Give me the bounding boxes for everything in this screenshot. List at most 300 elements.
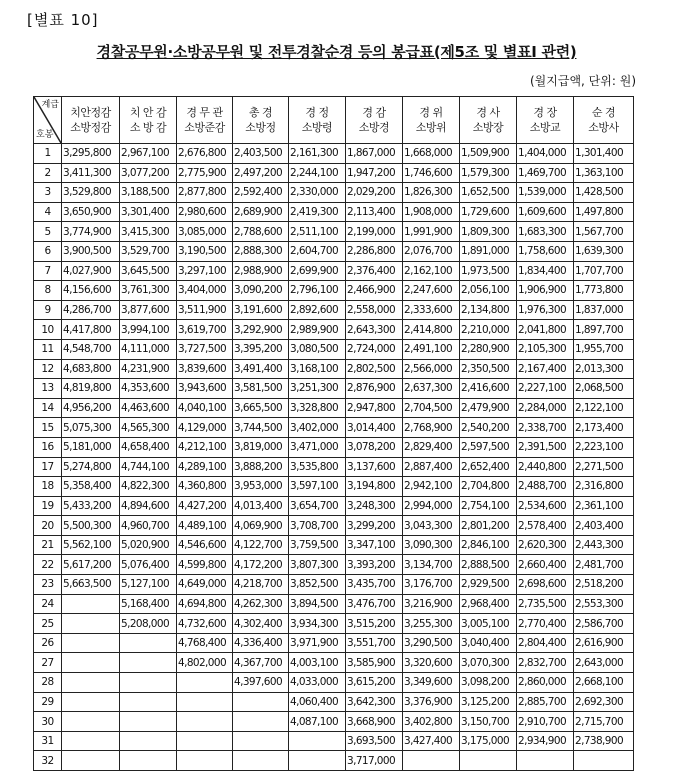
salary-cell: 4,548,700 (62, 339, 120, 359)
salary-cell (289, 751, 346, 771)
salary-cell (574, 751, 634, 771)
salary-cell: 3,191,600 (233, 300, 289, 320)
salary-cell: 1,973,500 (460, 261, 517, 281)
step-number: 8 (34, 281, 62, 301)
salary-cell: 4,894,600 (120, 496, 177, 516)
police-rank-label: 치안정감 (70, 106, 111, 119)
salary-cell: 3,585,900 (346, 653, 403, 673)
salary-cell: 3,137,600 (346, 457, 403, 477)
salary-cell: 2,829,400 (403, 437, 460, 457)
step-number: 30 (34, 712, 62, 732)
police-rank-label: 총 경 (248, 106, 273, 119)
rank-header (346, 97, 403, 144)
table-row (34, 241, 634, 261)
salary-cell: 2,223,100 (574, 437, 634, 457)
salary-cell: 3,190,500 (177, 241, 233, 261)
salary-cell: 3,404,000 (177, 281, 233, 301)
police-rank-label: 경 장 (533, 106, 557, 119)
table-row (34, 535, 634, 555)
salary-cell: 3,971,900 (289, 633, 346, 653)
salary-cell: 3,176,700 (403, 575, 460, 595)
step-number: 9 (34, 300, 62, 320)
salary-cell: 4,302,400 (233, 614, 289, 634)
salary-cell: 2,796,100 (289, 281, 346, 301)
step-number: 10 (34, 320, 62, 340)
salary-cell: 4,040,100 (177, 398, 233, 418)
salary-cell: 2,105,300 (517, 339, 574, 359)
salary-cell: 2,988,900 (233, 261, 289, 281)
salary-cell: 3,014,400 (346, 418, 403, 438)
salary-cell (62, 653, 120, 673)
table-row (34, 163, 634, 183)
salary-cell (120, 731, 177, 751)
salary-cell: 5,358,400 (62, 477, 120, 497)
salary-cell: 2,013,300 (574, 359, 634, 379)
salary-cell: 5,617,200 (62, 555, 120, 575)
salary-cell: 4,060,400 (289, 692, 346, 712)
salary-cell: 2,350,500 (460, 359, 517, 379)
salary-cell: 2,597,500 (460, 437, 517, 457)
salary-cell: 4,003,100 (289, 653, 346, 673)
salary-cell: 3,290,500 (403, 633, 460, 653)
salary-cell (233, 751, 289, 771)
salary-cell: 4,956,200 (62, 398, 120, 418)
rank-header (574, 97, 634, 144)
salary-cell (233, 731, 289, 751)
salary-cell: 3,297,100 (177, 261, 233, 281)
salary-cell: 2,244,100 (289, 163, 346, 183)
salary-cell: 1,428,500 (574, 183, 634, 203)
table-row (34, 457, 634, 477)
step-number: 14 (34, 398, 62, 418)
salary-cell: 5,075,300 (62, 418, 120, 438)
salary-cell: 4,262,300 (233, 594, 289, 614)
salary-cell: 2,173,400 (574, 418, 634, 438)
salary-cell: 2,029,200 (346, 183, 403, 203)
corner-rank-label: 계급 (41, 100, 59, 110)
salary-cell: 3,759,500 (289, 535, 346, 555)
salary-cell: 3,043,300 (403, 516, 460, 536)
salary-cell: 3,551,700 (346, 633, 403, 653)
salary-cell: 2,637,300 (403, 379, 460, 399)
salary-cell: 3,090,300 (403, 535, 460, 555)
salary-cell: 3,877,600 (120, 300, 177, 320)
salary-cell: 4,649,000 (177, 575, 233, 595)
salary-cell: 2,330,000 (289, 183, 346, 203)
fire-rank-label: 소방교 (529, 121, 561, 134)
salary-cell: 5,020,900 (120, 535, 177, 555)
salary-cell: 2,227,100 (517, 379, 574, 399)
table-row (34, 614, 634, 634)
step-number: 15 (34, 418, 62, 438)
salary-cell: 2,885,700 (517, 692, 574, 712)
salary-cell: 2,876,900 (346, 379, 403, 399)
salary-cell: 3,597,100 (289, 477, 346, 497)
salary-cell: 2,968,400 (460, 594, 517, 614)
salary-cell: 4,802,000 (177, 653, 233, 673)
salary-cell: 1,729,600 (460, 202, 517, 222)
salary-cell (62, 673, 120, 693)
salary-cell: 1,947,200 (346, 163, 403, 183)
salary-cell: 4,658,400 (120, 437, 177, 457)
salary-cell: 4,212,100 (177, 437, 233, 457)
salary-cell: 4,129,000 (177, 418, 233, 438)
salary-cell: 1,652,500 (460, 183, 517, 203)
salary-cell: 1,301,400 (574, 144, 634, 164)
step-number: 17 (34, 457, 62, 477)
salary-cell: 3,078,200 (346, 437, 403, 457)
salary-cell: 2,534,600 (517, 496, 574, 516)
salary-cell: 2,887,400 (403, 457, 460, 477)
salary-cell: 2,167,400 (517, 359, 574, 379)
salary-cell: 4,546,600 (177, 535, 233, 555)
salary-cell: 1,579,300 (460, 163, 517, 183)
salary-cell: 2,967,100 (120, 144, 177, 164)
salary-cell: 3,040,400 (460, 633, 517, 653)
salary-cell: 3,393,200 (346, 555, 403, 575)
table-row (34, 673, 634, 693)
salary-cell: 2,403,500 (233, 144, 289, 164)
step-number: 5 (34, 222, 62, 242)
salary-cell: 1,497,800 (574, 202, 634, 222)
salary-cell: 5,274,800 (62, 457, 120, 477)
salary-cell: 3,819,000 (233, 437, 289, 457)
salary-cell (177, 673, 233, 693)
salary-cell: 2,518,200 (574, 575, 634, 595)
salary-cell: 3,435,700 (346, 575, 403, 595)
salary-cell: 4,417,800 (62, 320, 120, 340)
salary-cell: 4,367,700 (233, 653, 289, 673)
unit-note: (월지급액, 단위: 원) (530, 74, 636, 88)
police-rank-label: 경 정 (305, 106, 329, 119)
rank-header (120, 97, 177, 144)
salary-cell: 2,210,000 (460, 320, 517, 340)
salary-cell: 2,284,000 (517, 398, 574, 418)
step-number: 1 (34, 144, 62, 164)
salary-cell: 2,643,300 (346, 320, 403, 340)
table-row (34, 477, 634, 497)
table-row (34, 653, 634, 673)
salary-cell: 2,768,900 (403, 418, 460, 438)
salary-cell: 2,877,800 (177, 183, 233, 203)
salary-cell: 3,070,300 (460, 653, 517, 673)
salary-cell: 3,301,400 (120, 202, 177, 222)
salary-cell (62, 712, 120, 732)
corner-header (34, 97, 62, 144)
salary-cell: 4,027,900 (62, 261, 120, 281)
salary-cell: 2,333,600 (403, 300, 460, 320)
salary-cell: 5,562,100 (62, 535, 120, 555)
table-row (34, 300, 634, 320)
salary-cell: 3,476,700 (346, 594, 403, 614)
salary-cell: 3,650,900 (62, 202, 120, 222)
table-row (34, 339, 634, 359)
salary-cell: 3,005,100 (460, 614, 517, 634)
salary-cell: 4,599,800 (177, 555, 233, 575)
salary-cell: 3,194,800 (346, 477, 403, 497)
salary-cell (177, 712, 233, 732)
table-row (34, 183, 634, 203)
salary-cell: 2,481,700 (574, 555, 634, 575)
step-number: 32 (34, 751, 62, 771)
salary-cell: 2,735,500 (517, 594, 574, 614)
salary-cell: 1,834,400 (517, 261, 574, 281)
rank-header (177, 97, 233, 144)
salary-cell: 2,586,700 (574, 614, 634, 634)
table-row (34, 594, 634, 614)
salary-cell: 2,699,900 (289, 261, 346, 281)
salary-cell: 1,891,000 (460, 241, 517, 261)
salary-cell: 1,469,700 (517, 163, 574, 183)
salary-cell: 3,535,800 (289, 457, 346, 477)
salary-cell: 3,347,100 (346, 535, 403, 555)
salary-cell: 2,076,700 (403, 241, 460, 261)
salary-cell: 2,788,600 (233, 222, 289, 242)
salary-cell: 5,208,000 (120, 614, 177, 634)
salary-cell (62, 751, 120, 771)
table-row (34, 398, 634, 418)
salary-cell: 2,947,800 (346, 398, 403, 418)
salary-cell: 3,328,800 (289, 398, 346, 418)
salary-cell: 1,955,700 (574, 339, 634, 359)
salary-cell: 1,908,000 (403, 202, 460, 222)
salary-cell (62, 594, 120, 614)
salary-cell: 2,391,500 (517, 437, 574, 457)
salary-cell: 3,665,500 (233, 398, 289, 418)
rank-header (403, 97, 460, 144)
salary-cell: 2,676,800 (177, 144, 233, 164)
salary-cell: 1,668,000 (403, 144, 460, 164)
salary-cell: 3,619,700 (177, 320, 233, 340)
salary-cell: 3,744,500 (233, 418, 289, 438)
table-row (34, 281, 634, 301)
salary-cell: 3,427,400 (403, 731, 460, 751)
salary-cell: 4,087,100 (289, 712, 346, 732)
salary-cell: 3,953,000 (233, 477, 289, 497)
salary-cell: 1,567,700 (574, 222, 634, 242)
salary-cell: 5,433,200 (62, 496, 120, 516)
salary-cell: 4,683,800 (62, 359, 120, 379)
salary-cell: 1,867,000 (346, 144, 403, 164)
salary-cell: 4,694,800 (177, 594, 233, 614)
salary-cell: 3,807,300 (289, 555, 346, 575)
salary-cell: 3,090,200 (233, 281, 289, 301)
salary-cell: 3,255,300 (403, 614, 460, 634)
salary-cell (120, 712, 177, 732)
salary-cell: 2,162,100 (403, 261, 460, 281)
salary-cell: 1,906,900 (517, 281, 574, 301)
salary-cell: 2,416,600 (460, 379, 517, 399)
step-number: 7 (34, 261, 62, 281)
salary-cell: 3,320,600 (403, 653, 460, 673)
corner-step-label: 호봉 (36, 130, 54, 140)
police-rank-label: 경 무 관 (186, 106, 223, 119)
salary-cell (177, 731, 233, 751)
table-row (34, 575, 634, 595)
salary-cell (120, 633, 177, 653)
fire-rank-label: 소방사 (588, 121, 619, 134)
salary-cell: 3,077,200 (120, 163, 177, 183)
salary-cell: 2,892,600 (289, 300, 346, 320)
table-row (34, 144, 634, 164)
table-row (34, 712, 634, 732)
salary-cell: 3,402,800 (403, 712, 460, 732)
rank-header (517, 97, 574, 144)
salary-cell: 3,415,300 (120, 222, 177, 242)
step-number: 11 (34, 339, 62, 359)
table-row (34, 731, 634, 751)
salary-cell: 4,397,600 (233, 673, 289, 693)
salary-cell: 2,989,900 (289, 320, 346, 340)
table-row (34, 418, 634, 438)
rank-header (62, 97, 120, 144)
salary-cell: 3,529,700 (120, 241, 177, 261)
salary-cell: 1,639,300 (574, 241, 634, 261)
salary-cell: 2,286,800 (346, 241, 403, 261)
salary-cell: 5,500,300 (62, 516, 120, 536)
salary-cell: 1,897,700 (574, 320, 634, 340)
salary-cell: 1,539,000 (517, 183, 574, 203)
salary-cell: 3,894,500 (289, 594, 346, 614)
salary-cell: 2,715,700 (574, 712, 634, 732)
step-number: 13 (34, 379, 62, 399)
salary-cell: 3,216,900 (403, 594, 460, 614)
salary-cell (177, 692, 233, 712)
salary-cell: 2,802,500 (346, 359, 403, 379)
salary-cell (62, 633, 120, 653)
salary-cell: 2,056,100 (460, 281, 517, 301)
salary-cell: 2,488,700 (517, 477, 574, 497)
salary-cell (460, 751, 517, 771)
salary-cell: 3,693,500 (346, 731, 403, 751)
salary-cell: 2,668,100 (574, 673, 634, 693)
salary-cell: 3,150,700 (460, 712, 517, 732)
step-number: 16 (34, 437, 62, 457)
salary-cell: 4,336,400 (233, 633, 289, 653)
salary-cell: 3,511,900 (177, 300, 233, 320)
document-title: 경찰공무원·소방공무원 및 전투경찰순경 등의 봉급표(제5조 및 별표Ⅰ 관련) (96, 43, 577, 61)
salary-cell: 5,168,400 (120, 594, 177, 614)
salary-cell (62, 731, 120, 751)
fire-rank-label: 소방정 (245, 121, 276, 134)
salary-cell: 2,801,200 (460, 516, 517, 536)
salary-cell (120, 653, 177, 673)
salary-cell: 2,443,300 (574, 535, 634, 555)
salary-cell: 4,732,600 (177, 614, 233, 634)
police-rank-label: 순 경 (591, 106, 616, 119)
salary-cell: 4,069,900 (233, 516, 289, 536)
salary-cell (403, 751, 460, 771)
salary-cell: 2,338,700 (517, 418, 574, 438)
step-number: 26 (34, 633, 62, 653)
table-row (34, 692, 634, 712)
salary-cell: 2,466,900 (346, 281, 403, 301)
salary-cell: 3,188,500 (120, 183, 177, 203)
table-row (34, 202, 634, 222)
salary-cell: 3,668,900 (346, 712, 403, 732)
salary-cell: 2,804,400 (517, 633, 574, 653)
salary-cell: 3,888,200 (233, 457, 289, 477)
salary-cell: 2,491,100 (403, 339, 460, 359)
salary-cell: 2,616,900 (574, 633, 634, 653)
salary-cell: 4,822,300 (120, 477, 177, 497)
step-number: 19 (34, 496, 62, 516)
salary-cell: 2,161,300 (289, 144, 346, 164)
salary-cell: 2,558,000 (346, 300, 403, 320)
table-row (34, 633, 634, 653)
salary-cell: 3,581,500 (233, 379, 289, 399)
salary-cell: 4,033,000 (289, 673, 346, 693)
salary-cell: 2,376,400 (346, 261, 403, 281)
salary-cell: 3,645,500 (120, 261, 177, 281)
salary-cell: 3,098,200 (460, 673, 517, 693)
salary-cell: 1,404,000 (517, 144, 574, 164)
salary-cell: 4,768,400 (177, 633, 233, 653)
salary-cell: 2,247,600 (403, 281, 460, 301)
fire-rank-label: 소방령 (301, 121, 333, 134)
step-number: 3 (34, 183, 62, 203)
salary-cell: 2,910,700 (517, 712, 574, 732)
salary-cell: 4,231,900 (120, 359, 177, 379)
salary-cell: 3,515,200 (346, 614, 403, 634)
salary-cell: 4,489,100 (177, 516, 233, 536)
salary-cell: 3,175,000 (460, 731, 517, 751)
salary-cell: 2,199,000 (346, 222, 403, 242)
step-number: 18 (34, 477, 62, 497)
step-number: 29 (34, 692, 62, 712)
salary-cell: 4,819,800 (62, 379, 120, 399)
salary-cell: 1,991,900 (403, 222, 460, 242)
salary-cell: 4,463,600 (120, 398, 177, 418)
salary-cell (517, 751, 574, 771)
salary-cell (177, 751, 233, 771)
salary-cell: 2,692,300 (574, 692, 634, 712)
salary-cell: 1,976,300 (517, 300, 574, 320)
salary-cell (120, 673, 177, 693)
salary-cell: 3,134,700 (403, 555, 460, 575)
salary-cell: 2,271,500 (574, 457, 634, 477)
salary-cell: 2,738,900 (574, 731, 634, 751)
salary-cell: 5,181,000 (62, 437, 120, 457)
salary-cell: 4,156,600 (62, 281, 120, 301)
salary-cell: 2,566,000 (403, 359, 460, 379)
salary-cell: 3,994,100 (120, 320, 177, 340)
salary-cell: 3,125,200 (460, 692, 517, 712)
salary-cell: 1,509,900 (460, 144, 517, 164)
salary-cell: 4,353,600 (120, 379, 177, 399)
salary-cell: 2,929,500 (460, 575, 517, 595)
annex-tag: [별표 10] (27, 11, 99, 29)
salary-cell: 3,168,100 (289, 359, 346, 379)
salary-cell: 2,934,900 (517, 731, 574, 751)
salary-cell: 2,440,800 (517, 457, 574, 477)
salary-cell: 3,727,500 (177, 339, 233, 359)
salary-cell: 1,826,300 (403, 183, 460, 203)
salary-cell: 3,292,900 (233, 320, 289, 340)
salary-cell: 2,994,000 (403, 496, 460, 516)
fire-rank-label: 소방경 (358, 121, 390, 134)
salary-cell: 3,852,500 (289, 575, 346, 595)
rank-header (289, 97, 346, 144)
salary-cell: 4,565,300 (120, 418, 177, 438)
table-row (34, 496, 634, 516)
salary-cell: 2,643,000 (574, 653, 634, 673)
salary-cell: 3,349,600 (403, 673, 460, 693)
salary-cell: 2,888,500 (460, 555, 517, 575)
salary-cell: 2,280,900 (460, 339, 517, 359)
salary-cell: 3,934,300 (289, 614, 346, 634)
fire-rank-label: 소방장 (472, 121, 504, 134)
